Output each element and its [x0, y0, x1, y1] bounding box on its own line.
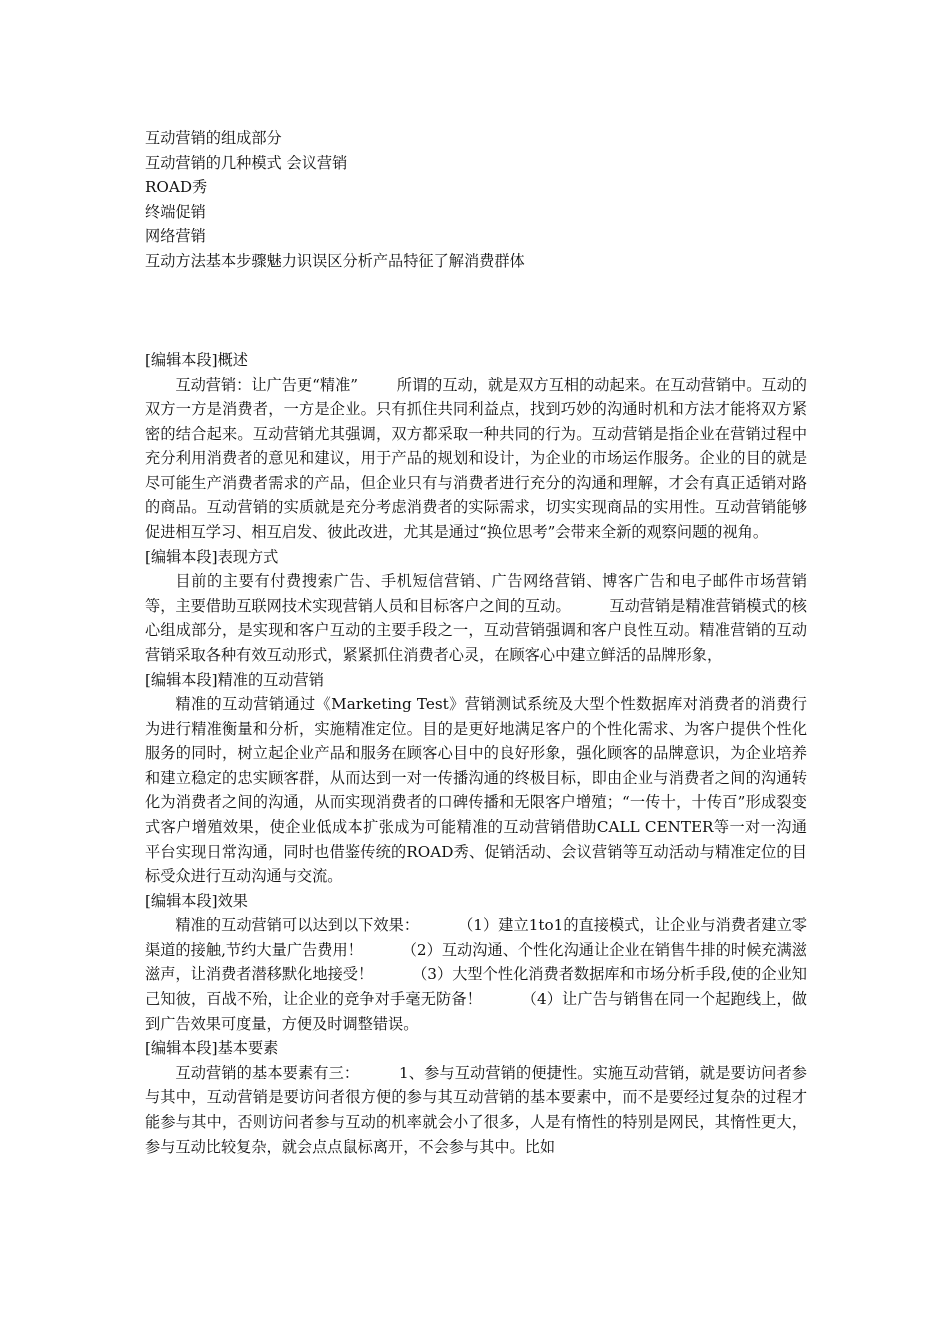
toc-item[interactable]: 互动营销的几种模式 会议营销: [145, 153, 348, 172]
section-heading-precision[interactable]: [编辑本段]精准的互动营销: [145, 670, 324, 689]
toc-item[interactable]: ROAD秀: [145, 178, 208, 196]
section-heading-overview[interactable]: [编辑本段]概述: [145, 351, 248, 369]
section-paragraph-elements: 互动营销的基本要素有三： 1、参与互动营销的便捷性。实施互动营销，就是要访问者参与其中，互动营销是要访问者很方便的参与其互动营销的基本要素中，而不是要经过复杂的过程才能参与其中，否则访问者参与互动的机率就会小了很多，人是有惰性的特别是网民，其惰性更大，参与互动比较复杂，就会点点鼠标离开，不会参与其中。比如: [145, 1063, 807, 1156]
section-paragraph-effects: 精准的互动营销可以达到以下效果： （1）建立1to1的直接模式，让企业与消费者建立零渠道的接触,节约大量广告费用！ （2）互动沟通、个性化沟通让企业在销售牛排的时候充满滋滋声，让消费者潜移默化地接受！ （3）大型个性化消费者数据库和市场分析手段,使的企业知己知彼，百战不殆，让企业的竞争对手毫无防备！ （4）让广告与销售在同一个起跑线上，做到广告效果可度量，方便及时调整错误。: [145, 916, 807, 1033]
toc-item[interactable]: 终端促销: [145, 202, 206, 221]
section-paragraph-precision: 精准的互动营销通过《Marketing Test》营销测试系统及大型个性数据库对消费者的消费行为进行精准衡量和分析，实施精准定位。目的是更好地满足客户的个性化需求、为客户提供个性化服务的同时，树立起企业产品和服务在顾客心目中的良好形象，强化顾客的品牌意识，为企业培养和建立稳定的忠实顾客群，从而达到一对一传播沟通的终极目标，即由企业与消费者之间的沟通转化为消费者之间的沟通，从而实现消费者的口碑传播和无限客户增殖；“一传十，十传百”形成裂变式客户增殖效果，使企业低成本扩张成为可能精准的互动营销借助CALL CENTER等一对一沟通平台实现日常沟通，同时也借鉴传统的ROAD秀、促销活动、会议营销等互动活动与精准定位的目标受众进行互动沟通与交流。: [145, 695, 807, 886]
table-of-contents: [145, 126, 825, 273]
section-heading-forms[interactable]: [编辑本段]表现方式: [145, 547, 279, 566]
article-body: [145, 348, 807, 1159]
section-paragraph-overview: 互动营销：让广告更“精准” 所谓的互动，就是双方互相的动起来。在互动营销中。互动的双方一方是消费者，一方是企业。只有抓住共同利益点，找到巧妙的沟通时机和方法才能将双方紧密的结合起来。互动营销尤其强调，双方都采取一种共同的行为。互动营销是指企业在营销过程中充分利用消费者的意见和建议，用于产品的规划和设计，为企业的市场运作服务。企业的目的就是尽可能生产消费者需求的产品，但企业只有与消费者进行充分的沟通和理解，才会有真正适销对路的商品。互动营销的实质就是充分考虑消费者的实际需求，切实实现商品的实用性。互动营销能够促进相互学习、相互启发、彼此改进，尤其是通过“换位思考”会带来全新的观察问题的视角。: [145, 375, 807, 542]
toc-item[interactable]: 互动营销的组成部分: [145, 129, 282, 147]
toc-item[interactable]: 互动方法基本步骤魅力识误区分析产品特征了解消费群体: [145, 251, 525, 270]
section-paragraph-forms: 目前的主要有付费搜索广告、手机短信营销、广告网络营销、博客广告和电子邮件市场营销等，主要借助互联网技术实现营销人员和目标客户之间的互动。 互动营销是精准营销模式的核心组成部分，是实现和客户互动的主要手段之一，互动营销强调和客户良性互动。精准营销的互动营销采取各种有效互动形式，紧紧抓住消费者心灵，在顾客心中建立鲜活的品牌形象，: [145, 572, 807, 664]
toc-item[interactable]: 网络营销: [145, 227, 206, 245]
section-heading-elements[interactable]: [编辑本段]基本要素: [145, 1039, 279, 1058]
section-heading-effects[interactable]: [编辑本段]效果: [145, 891, 248, 910]
